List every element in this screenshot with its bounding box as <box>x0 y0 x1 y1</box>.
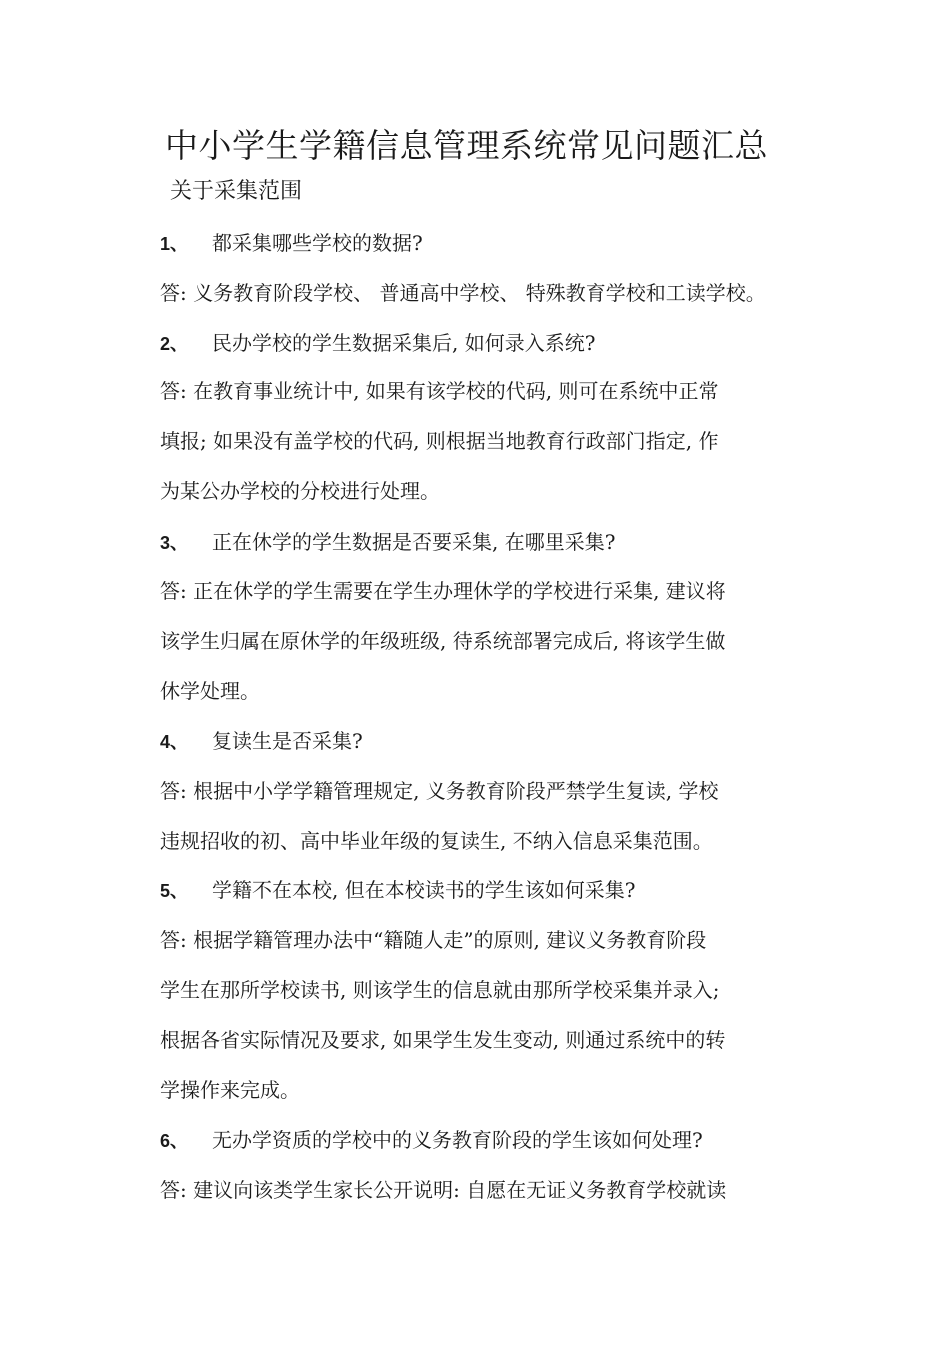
answer-5-line-4: 学操作来完成。 <box>160 1078 300 1102</box>
answer-6-line-1: 答: 建议向该类学生家长公开说明: 自愿在无证义务教育学校就读 <box>160 1178 727 1202</box>
answer-4-line-2: 违规招收的初、高中毕业年级的复读生, 不纳入信息采集范围。 <box>160 829 713 853</box>
question-number: 3、 <box>160 533 189 553</box>
answer-2-line-1: 答: 在教育事业统计中, 如果有该学校的代码, 则可在系统中正常 <box>160 379 719 403</box>
answer-5-line-2: 学生在那所学校读书, 则该学生的信息就由那所学校采集并录入; <box>160 978 720 1002</box>
question-2 <box>160 328 595 359</box>
question-text: 民办学校的学生数据采集后, 如何录入系统? <box>212 331 596 355</box>
answer-2-line-3: 为某公办学校的分校进行处理。 <box>160 479 440 503</box>
answer-3-line-2: 该学生归属在原休学的年级班级, 待系统部署完成后, 将该学生做 <box>160 629 726 653</box>
answer-3-line-1: 答: 正在休学的学生需要在学生办理休学的学校进行采集, 建议将 <box>160 579 726 603</box>
document-title: 中小学生学籍信息管理系统常见问题汇总 <box>165 126 768 165</box>
question-1 <box>160 228 423 259</box>
answer-4-line-1: 答: 根据中小学学籍管理规定, 义务教育阶段严禁学生复读, 学校 <box>160 779 719 803</box>
answer-3-line-3: 休学处理。 <box>160 679 260 703</box>
question-text: 复读生是否采集? <box>212 729 363 753</box>
question-5 <box>160 875 635 906</box>
question-number: 5、 <box>160 881 189 901</box>
question-number: 1、 <box>160 234 189 254</box>
question-text: 正在休学的学生数据是否要采集, 在哪里采集? <box>212 530 616 554</box>
section-heading: 关于采集范围 <box>170 179 303 204</box>
question-text: 都采集哪些学校的数据? <box>212 231 423 255</box>
question-number: 6、 <box>160 1131 189 1151</box>
question-number: 4、 <box>160 732 189 752</box>
question-3 <box>160 527 615 558</box>
question-number: 2、 <box>160 334 189 354</box>
question-text: 无办学资质的学校中的义务教育阶段的学生该如何处理? <box>212 1128 703 1152</box>
question-4 <box>160 726 363 757</box>
answer-5-line-1: 答: 根据学籍管理办法中“籍随人走”的原则, 建议义务教育阶段 <box>160 928 707 952</box>
question-6 <box>160 1125 703 1156</box>
question-text: 学籍不在本校, 但在本校读书的学生该如何采集? <box>212 878 636 902</box>
answer-2-line-2: 填报; 如果没有盖学校的代码, 则根据当地教育行政部门指定, 作 <box>160 429 719 453</box>
answer-5-line-3: 根据各省实际情况及要求, 如果学生发生变动, 则通过系统中的转 <box>160 1028 726 1052</box>
answer-1-line-1: 答: 义务教育阶段学校、 普通高中学校、 特殊教育学校和工读学校。 <box>160 281 766 305</box>
